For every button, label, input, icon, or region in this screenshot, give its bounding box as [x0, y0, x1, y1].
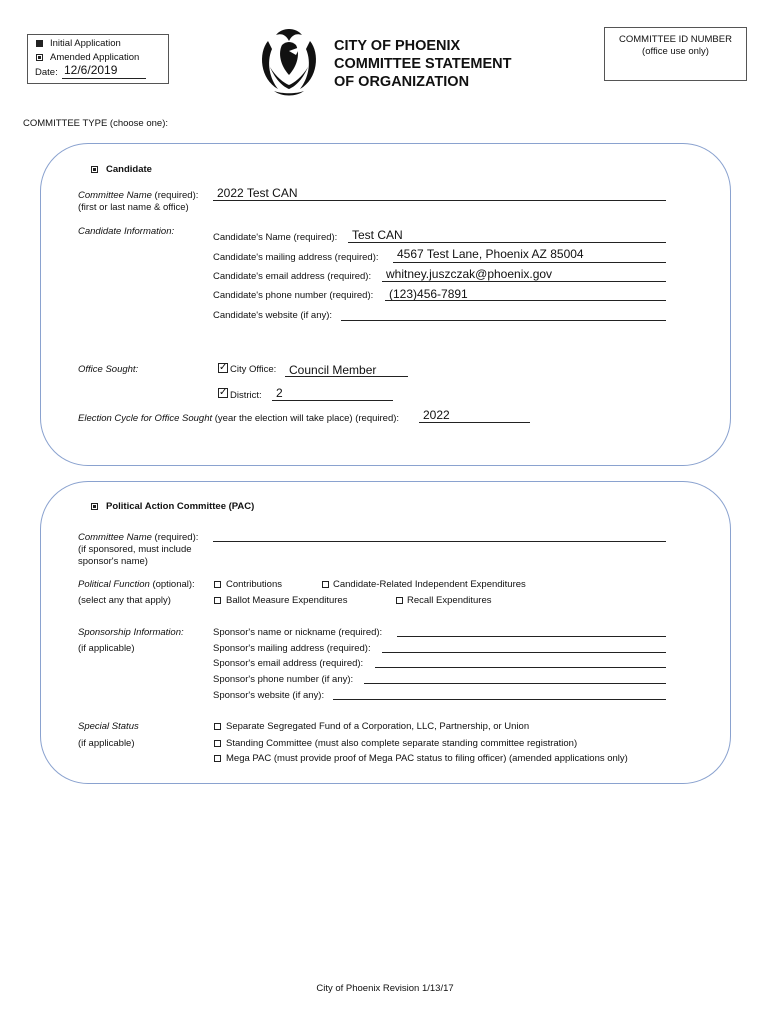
candidate-mailing-line	[393, 262, 666, 263]
election-cycle-line	[419, 422, 530, 423]
district-label: District:	[230, 390, 262, 401]
candidate-name-label: Candidate's Name (required):	[213, 232, 338, 243]
pac-committee-name-line[interactable]	[213, 541, 666, 542]
candidate-name-value[interactable]: Test CAN	[352, 228, 403, 242]
sponsor-email-line[interactable]	[375, 667, 666, 668]
committee-name-required: (required):	[151, 190, 199, 201]
committee-id-label: COMMITTEE ID NUMBER	[619, 34, 732, 45]
political-function-note: (select any that apply)	[78, 595, 171, 606]
ssf-label: Separate Segregated Fund of a Corporation, LLC, Partnership, or Union	[226, 721, 530, 732]
candidate-phone-label: Candidate's phone number (required):	[213, 290, 374, 301]
district-line	[272, 400, 393, 401]
political-function-optional: (optional):	[149, 579, 195, 590]
district-value[interactable]: 2	[276, 386, 283, 400]
date-label: Date:	[35, 67, 58, 78]
pac-committee-name-note-2: sponsor's name)	[78, 556, 148, 567]
recall-label: Recall Expenditures	[407, 595, 492, 606]
pac-committee-name-required: (required):	[151, 532, 199, 543]
sponsorship-label: Sponsorship Information:	[78, 627, 184, 638]
sponsor-website-line[interactable]	[333, 699, 666, 700]
sponsor-email-label: Sponsor's email address (required):	[213, 658, 364, 669]
footer-revision: City of Phoenix Revision 1/13/17	[316, 983, 454, 994]
candidate-name-line	[348, 242, 666, 243]
pac-committee-name-label	[78, 532, 198, 544]
candidate-checkbox[interactable]	[91, 166, 98, 173]
title-line-2: COMMITTEE STATEMENT	[334, 56, 512, 72]
candidate-mailing-label: Candidate's mailing address (required):	[213, 252, 379, 263]
ballot-measure-label: Ballot Measure Expenditures	[226, 595, 348, 606]
title-line-1: CITY OF PHOENIX	[334, 38, 461, 54]
title-line-3: OF ORGANIZATION	[334, 74, 470, 90]
sponsor-mailing-line[interactable]	[382, 652, 666, 653]
contributions-label: Contributions	[226, 579, 282, 590]
election-cycle-text: Election Cycle for Office Sought	[78, 413, 213, 424]
initial-application-checkbox[interactable]	[36, 40, 43, 47]
amended-application-checkbox[interactable]	[36, 54, 43, 61]
ssf-checkbox[interactable]	[214, 723, 221, 730]
pac-heading: Political Action Committee (PAC)	[106, 501, 255, 512]
candidate-email-value[interactable]: whitney.juszczak@phoenix.gov	[386, 267, 553, 281]
election-cycle-label	[78, 413, 399, 425]
date-value[interactable]: 12/6/2019	[64, 63, 118, 77]
city-office-checkbox[interactable]	[218, 363, 228, 373]
initial-application-label: Initial Application	[50, 38, 121, 49]
date-underline	[62, 78, 146, 79]
standing-committee-label: Standing Committee (must also complete separate standing committee registration)	[226, 738, 578, 749]
pac-committee-name-text: Committee Name	[78, 532, 152, 543]
candidate-website-label: Candidate's website (if any):	[213, 310, 333, 321]
candidate-mailing-value[interactable]: 4567 Test Lane, Phoenix AZ 85004	[397, 247, 584, 261]
candidate-email-line	[382, 281, 666, 282]
pac-committee-name-note-1: (if sponsored, must include	[78, 544, 192, 555]
amended-application-label: Amended Application	[50, 52, 140, 63]
candidate-committee-name-label	[78, 190, 198, 202]
pac-checkbox[interactable]	[91, 503, 98, 510]
candidate-committee-name-value[interactable]: 2022 Test CAN	[217, 186, 298, 200]
district-checkbox[interactable]	[218, 388, 228, 398]
phoenix-bird-logo	[256, 27, 322, 99]
special-status-label: Special Status	[78, 721, 139, 732]
recall-checkbox[interactable]	[396, 597, 403, 604]
candidate-phone-value[interactable]: (123)456-7891	[389, 287, 468, 301]
ballot-measure-checkbox[interactable]	[214, 597, 221, 604]
candidate-info-label: Candidate Information:	[78, 226, 175, 237]
candidate-heading: Candidate	[106, 164, 152, 175]
candidate-email-label: Candidate's email address (required):	[213, 271, 372, 282]
sponsor-mailing-label: Sponsor's mailing address (required):	[213, 643, 371, 654]
checkmark-icon: ✓	[219, 387, 228, 398]
committee-type-label: COMMITTEE TYPE (choose one):	[23, 118, 169, 129]
special-status-note: (if applicable)	[78, 738, 135, 749]
sponsor-name-line[interactable]	[397, 636, 666, 637]
candidate-related-checkbox[interactable]	[322, 581, 329, 588]
candidate-phone-line	[385, 300, 666, 301]
sponsor-phone-line[interactable]	[364, 683, 666, 684]
political-function-text: Political Function	[78, 579, 150, 590]
city-office-line	[285, 376, 408, 377]
candidate-related-label: Candidate-Related Independent Expenditures	[333, 579, 526, 590]
sponsorship-note: (if applicable)	[78, 643, 135, 654]
checkmark-icon: ✓	[219, 362, 228, 373]
sponsor-phone-label: Sponsor's phone number (if any):	[213, 674, 354, 685]
mega-pac-label: Mega PAC (must provide proof of Mega PAC status to filing officer) (amended applications only)	[226, 753, 628, 764]
application-type-box	[27, 34, 169, 84]
sponsor-name-label: Sponsor's name or nickname (required):	[213, 627, 383, 638]
committee-name-text: Committee Name	[78, 190, 152, 201]
election-cycle-note: (year the election will take place) (required):	[212, 413, 400, 424]
sponsor-website-label: Sponsor's website (if any):	[213, 690, 325, 701]
contributions-checkbox[interactable]	[214, 581, 221, 588]
candidate-committee-name-note: (first or last name & office)	[78, 202, 189, 213]
candidate-committee-name-line	[213, 200, 666, 201]
committee-id-note: (office use only)	[642, 46, 709, 57]
mega-pac-checkbox[interactable]	[214, 755, 221, 762]
election-cycle-value[interactable]: 2022	[423, 408, 450, 422]
committee-id-box	[604, 27, 747, 81]
form-title	[334, 37, 511, 91]
standing-committee-checkbox[interactable]	[214, 740, 221, 747]
city-office-label: City Office:	[230, 364, 277, 375]
candidate-website-line[interactable]	[341, 320, 666, 321]
office-sought-label: Office Sought:	[78, 364, 139, 375]
city-office-value[interactable]: Council Member	[289, 363, 377, 377]
political-function-label	[78, 579, 195, 591]
